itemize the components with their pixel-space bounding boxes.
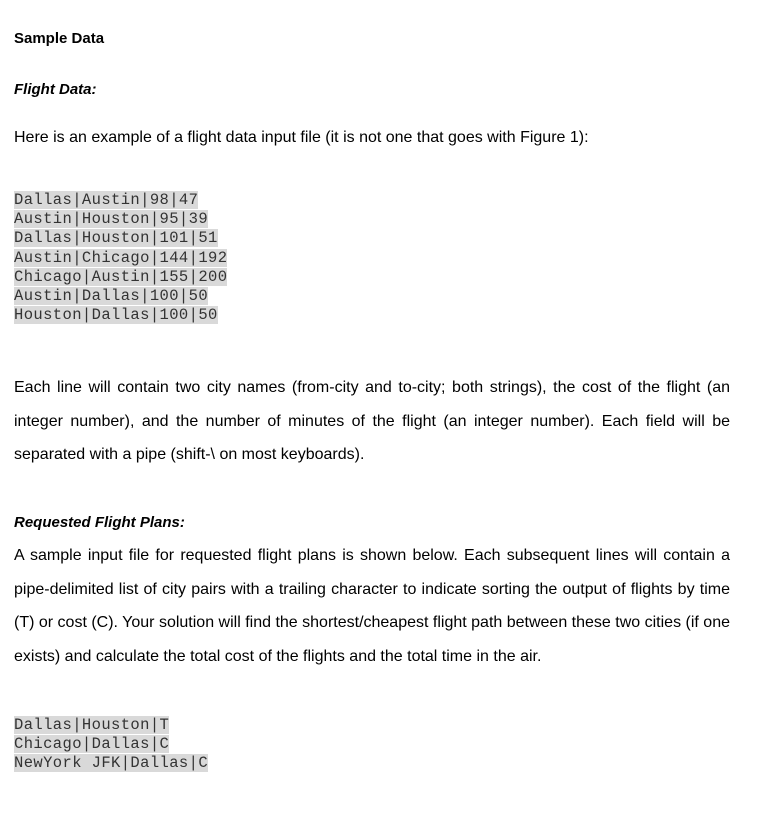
section-title: Sample Data xyxy=(14,30,105,47)
code-line: Dallas|Austin|98|47 xyxy=(14,191,199,209)
requested-flight-plans-heading: Requested Flight Plans: xyxy=(14,514,185,531)
code-line: Austin|Dallas|100|50 xyxy=(14,286,209,305)
code-line: NewYork JFK|Dallas|C xyxy=(14,754,209,773)
code-line: Chicago|Austin|155|200 xyxy=(14,267,228,286)
code-line: Chicago|Dallas|C xyxy=(14,735,170,754)
flight-data-intro: Here is an example of a flight data input file (it is not one that goes with Figure 1): xyxy=(14,129,589,146)
code-line: Dallas|Houston|101|51 xyxy=(14,229,218,248)
flight-data-sample-block xyxy=(14,191,227,325)
code-line: Houston|Dallas|100|50 xyxy=(14,306,218,325)
flight-data-heading: Flight Data: xyxy=(14,81,97,98)
requested-flight-plans-description: A sample input file for requested flight plans is shown below. Each subsequent lines will contain a pipe-delimited list of city pairs with a trailing character to indicate sorting the output of flights by time (T) or cost (C). Your solution will find the shortest/cheapest flight path between these two cities (if one exists) and calculate the total cost of the flights and the total time in the air. xyxy=(14,547,730,665)
flight-data-description: Each line will contain two city names (from-city and to-city; both strings), the cost of the flight (an integer number), and the number of minutes of the flight (an integer number). Each field will be separated with a pipe (shift-\ on most keyboards). xyxy=(14,379,730,463)
code-line: Austin|Chicago|144|192 xyxy=(14,248,228,267)
code-line: Austin|Houston|95|39 xyxy=(14,210,209,229)
code-line: Dallas|Houston|T xyxy=(14,716,170,734)
requested-flight-plans-sample-block xyxy=(14,716,208,774)
